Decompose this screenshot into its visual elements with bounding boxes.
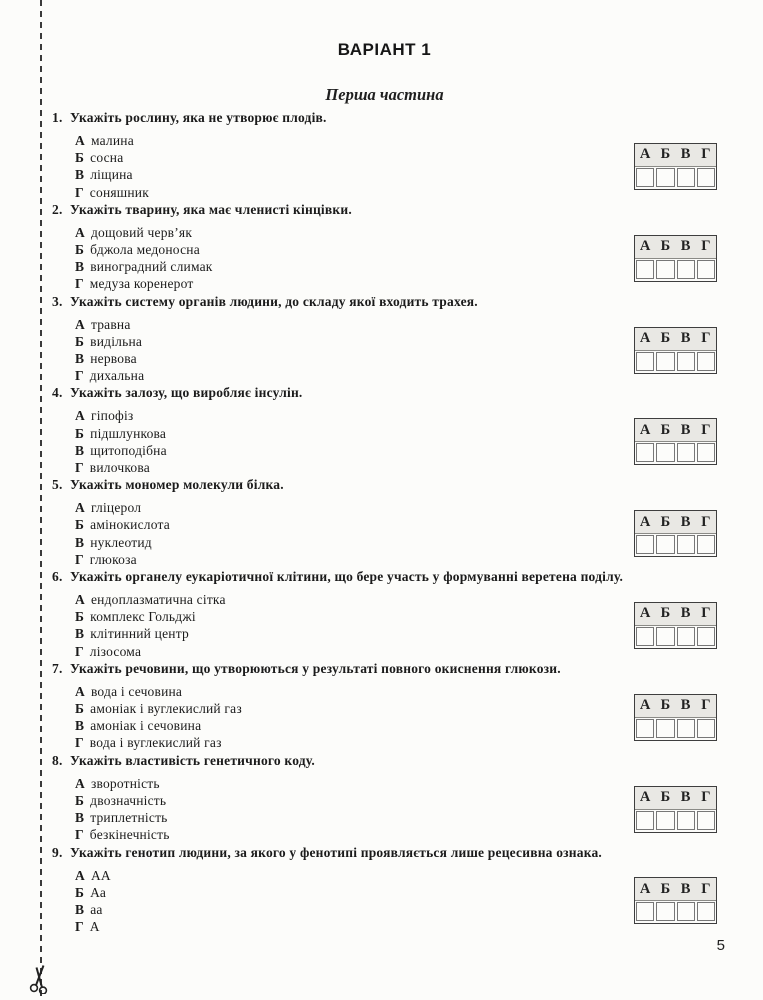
question-line <box>52 109 717 127</box>
answer-cell <box>636 811 654 830</box>
option-row <box>75 258 634 275</box>
question-text: Укажіть систему органів людини, до складу якої входить трахея. <box>70 293 478 309</box>
options-list <box>75 775 634 844</box>
answer-box-cells <box>635 626 716 648</box>
answer-letter: Г <box>701 605 711 622</box>
answer-cell <box>656 168 674 187</box>
question-block <box>52 201 717 293</box>
option-text: малина <box>90 133 134 148</box>
option-letter: А <box>75 867 85 883</box>
option-letter: Г <box>75 643 84 659</box>
option-row <box>75 132 634 149</box>
answer-cell <box>697 535 715 554</box>
answer-box-cells <box>635 259 716 281</box>
option-row <box>75 224 634 241</box>
question-line <box>52 476 717 494</box>
option-row <box>75 608 634 625</box>
answer-box-cells <box>635 351 716 373</box>
answer-cell <box>677 352 695 371</box>
option-letter: В <box>75 167 85 183</box>
answer-letter: Б <box>660 513 671 530</box>
option-text: ліщина <box>90 167 133 183</box>
answer-letter: А <box>639 146 651 163</box>
answer-cell <box>697 811 715 830</box>
option-text: бджола медоносна <box>90 242 200 258</box>
answer-letter: А <box>639 880 651 897</box>
answer-letter: Б <box>660 697 671 714</box>
options-list <box>75 316 634 385</box>
option-text: Аа <box>90 884 107 900</box>
option-letter: Б <box>75 884 85 900</box>
answer-letter: В <box>680 421 691 438</box>
option-row <box>75 867 634 884</box>
answer-box <box>634 694 717 741</box>
option-letter: В <box>75 901 85 917</box>
question-body <box>52 683 717 752</box>
option-row <box>75 407 634 424</box>
question-text: Укажіть тварину, яка має членисті кінцівки. <box>70 201 352 217</box>
answer-box-header <box>635 511 716 534</box>
options-list <box>75 224 634 293</box>
question-body <box>52 132 717 201</box>
option-text: безкінечність <box>89 827 170 843</box>
answer-cell <box>656 260 674 279</box>
option-row <box>75 551 634 568</box>
question-text: Укажіть речовини, що утворюються у результаті повного окиснення глюкози. <box>70 660 561 676</box>
answer-box-header <box>635 603 716 626</box>
answer-box-header <box>635 787 716 810</box>
option-letter: Г <box>75 551 84 567</box>
answer-letter: В <box>680 605 691 622</box>
answer-letter: А <box>639 789 651 806</box>
answer-box-header <box>635 328 716 351</box>
options-list <box>75 499 634 568</box>
answer-cell <box>656 535 674 554</box>
answer-cell <box>677 443 695 462</box>
question-number: 8. <box>52 752 63 768</box>
option-letter: Г <box>75 827 84 843</box>
answer-box-cells <box>635 901 716 923</box>
option-text: вода і вуглекислий газ <box>89 735 222 751</box>
answer-cell <box>677 811 695 830</box>
option-row <box>75 775 634 792</box>
answer-box-cells <box>635 534 716 556</box>
option-letter: А <box>75 316 85 332</box>
option-letter: В <box>75 626 85 642</box>
option-text: медуза коренерот <box>89 276 194 292</box>
option-row <box>75 625 634 642</box>
question-text: Укажіть властивість генетичного коду. <box>70 752 315 768</box>
question-body <box>52 407 717 476</box>
question-line <box>52 844 717 862</box>
answer-cell <box>656 902 674 921</box>
option-letter: А <box>75 500 85 516</box>
option-text: триплетність <box>90 810 168 826</box>
option-text: вилочкова <box>89 460 150 476</box>
answer-box <box>634 418 717 465</box>
answer-cell <box>697 719 715 738</box>
page-subtitle: Перша частина <box>325 85 444 104</box>
option-letter: Б <box>75 150 85 166</box>
option-row <box>75 918 634 935</box>
answer-letter: В <box>680 697 691 714</box>
option-text: амоніак і вуглекислий газ <box>90 701 242 717</box>
answer-letter: В <box>680 146 691 163</box>
page-content <box>52 40 717 935</box>
option-text: зворотність <box>90 775 160 791</box>
answer-cell <box>636 352 654 371</box>
option-letter: Б <box>75 792 85 808</box>
page-title: ВАРІАНТ 1 <box>337 40 432 59</box>
answer-box <box>634 143 717 190</box>
question-text: Укажіть рослину, яка не утворює плодів. <box>70 110 327 125</box>
option-text: дощовий черв’як <box>90 224 193 240</box>
answer-cell <box>697 168 715 187</box>
option-text: підшлункова <box>90 425 167 441</box>
question-block <box>52 293 717 385</box>
question-line <box>52 752 717 770</box>
option-letter: В <box>75 810 85 826</box>
option-letter: Б <box>75 242 85 258</box>
option-row <box>75 367 634 384</box>
option-letter: Б <box>75 333 85 349</box>
option-letter: А <box>75 133 85 148</box>
answer-letter: Б <box>660 146 671 163</box>
answer-cell <box>697 902 715 921</box>
option-text: лізосома <box>89 643 142 659</box>
answer-box-cells <box>635 442 716 464</box>
question-block <box>52 844 717 936</box>
answer-cell <box>677 627 695 646</box>
answer-box <box>634 877 717 924</box>
answer-box <box>634 602 717 649</box>
option-row <box>75 643 634 660</box>
scissors-icon <box>27 964 55 994</box>
answer-cell <box>636 443 654 462</box>
option-letter: Г <box>75 460 84 476</box>
option-row <box>75 809 634 826</box>
option-text: дихальна <box>89 368 145 384</box>
answer-box <box>634 327 717 374</box>
question-body <box>52 224 717 293</box>
options-list <box>75 683 634 752</box>
answer-letter: А <box>639 605 651 622</box>
option-letter: В <box>75 718 85 734</box>
option-text: двозначність <box>90 792 167 808</box>
answer-letter: Г <box>701 146 711 163</box>
answer-cell <box>697 260 715 279</box>
answer-letter: А <box>639 330 651 347</box>
answer-letter: Б <box>660 330 671 347</box>
question-body <box>52 775 717 844</box>
answer-letter: Б <box>660 421 671 438</box>
option-row <box>75 442 634 459</box>
answer-letter: Г <box>701 421 711 438</box>
options-list <box>75 591 634 660</box>
question-number: 9. <box>52 844 63 860</box>
answer-cell <box>636 535 654 554</box>
question-body <box>52 499 717 568</box>
option-row <box>75 792 634 809</box>
question-text: Укажіть органелу еукаріотичної клітини, що бере участь у формуванні веретена поділу. <box>70 569 624 585</box>
options-list <box>75 407 634 476</box>
option-letter: Г <box>75 919 84 935</box>
option-letter: А <box>75 224 85 240</box>
option-text: амінокислота <box>90 517 170 533</box>
option-row <box>75 425 634 442</box>
answer-box-header <box>635 419 716 442</box>
question-number: 1. <box>52 110 63 125</box>
answer-box-header <box>635 695 716 718</box>
option-letter: В <box>75 534 85 550</box>
option-text: нуклеотид <box>90 534 152 550</box>
question-number: 3. <box>52 293 63 309</box>
answer-cell <box>636 627 654 646</box>
option-row <box>75 516 634 533</box>
option-row <box>75 166 634 183</box>
answer-letter: Г <box>701 880 711 897</box>
answer-letter: В <box>680 330 691 347</box>
answer-cell <box>636 719 654 738</box>
option-letter: А <box>75 592 85 608</box>
option-row <box>75 884 634 901</box>
option-letter: Г <box>75 735 84 751</box>
question-block <box>52 752 717 844</box>
question-number: 2. <box>52 201 63 217</box>
options-list <box>75 867 634 936</box>
answer-letter: Б <box>660 789 671 806</box>
answer-letter: Б <box>660 238 671 255</box>
answer-cell <box>677 902 695 921</box>
answer-letter: Г <box>701 330 711 347</box>
question-line <box>52 384 717 402</box>
option-text: щитоподібна <box>90 442 167 458</box>
answer-cell <box>636 902 654 921</box>
option-text: сосна <box>90 150 124 166</box>
option-row <box>75 591 634 608</box>
answer-cell <box>697 352 715 371</box>
option-letter: Б <box>75 609 85 625</box>
questions-list <box>52 109 717 935</box>
question-text: Укажіть мономер молекули білка. <box>70 477 284 493</box>
option-row <box>75 700 634 717</box>
answer-letter: Б <box>660 880 671 897</box>
option-row <box>75 350 634 367</box>
option-text: травна <box>90 316 131 332</box>
option-letter: В <box>75 351 85 367</box>
question-number: 7. <box>52 660 63 676</box>
answer-letter: В <box>680 789 691 806</box>
option-text: АА <box>90 867 111 883</box>
option-row <box>75 241 634 258</box>
option-row <box>75 333 634 350</box>
option-text: ендоплазматична сітка <box>90 592 226 608</box>
answer-letter: Г <box>701 513 711 530</box>
answer-letter: В <box>680 513 691 530</box>
option-letter: Г <box>75 368 84 384</box>
option-row <box>75 149 634 166</box>
page-number: 5 <box>716 937 725 954</box>
option-text: соняшник <box>89 184 149 200</box>
question-block <box>52 384 717 476</box>
answer-letter: Г <box>701 238 711 255</box>
option-text: А <box>89 919 100 935</box>
answer-cell <box>677 260 695 279</box>
option-row <box>75 901 634 918</box>
question-block <box>52 568 717 660</box>
option-letter: Г <box>75 276 84 292</box>
question-line <box>52 293 717 311</box>
option-text: глюкоза <box>89 551 137 567</box>
answer-cell <box>656 811 674 830</box>
question-number: 6. <box>52 569 63 585</box>
option-text: вода і сечовина <box>90 683 183 699</box>
option-letter: А <box>75 408 85 424</box>
answer-letter: Б <box>660 605 671 622</box>
answer-cell <box>656 352 674 371</box>
option-letter: Б <box>75 425 85 441</box>
question-line <box>52 660 717 678</box>
answer-cell <box>636 260 654 279</box>
question-block <box>52 109 717 201</box>
answer-letter: А <box>639 513 651 530</box>
question-line <box>52 568 717 586</box>
answer-box <box>634 510 717 557</box>
answer-cell <box>677 719 695 738</box>
question-block <box>52 476 717 568</box>
option-letter: В <box>75 442 85 458</box>
answer-box-cells <box>635 167 716 189</box>
answer-letter: А <box>639 421 651 438</box>
answer-letter: В <box>680 238 691 255</box>
answer-letter: В <box>680 880 691 897</box>
option-letter: Б <box>75 701 85 717</box>
option-text: виноградний слимак <box>90 259 213 275</box>
question-body <box>52 867 717 936</box>
question-text: Укажіть генотип людини, за якого у фенотипі проявляється лише рецесивна ознака. <box>70 844 603 860</box>
option-row <box>75 459 634 476</box>
answer-cell <box>636 168 654 187</box>
option-row <box>75 717 634 734</box>
option-text: видільна <box>90 333 143 349</box>
question-line <box>52 201 717 219</box>
answer-cell <box>656 719 674 738</box>
answer-letter: Г <box>701 697 711 714</box>
option-text: аа <box>90 901 103 917</box>
answer-cell <box>656 443 674 462</box>
option-row <box>75 316 634 333</box>
option-row <box>75 275 634 292</box>
option-letter: А <box>75 775 85 791</box>
option-letter: А <box>75 683 85 699</box>
answer-box-cells <box>635 718 716 740</box>
answer-box-header <box>635 878 716 901</box>
question-block <box>52 660 717 752</box>
option-row <box>75 184 634 201</box>
answer-cell <box>677 535 695 554</box>
option-text: комплекс Гольджі <box>90 609 196 625</box>
option-row <box>75 499 634 516</box>
question-number: 4. <box>52 385 63 401</box>
answer-box-cells <box>635 810 716 832</box>
option-letter: В <box>75 259 85 275</box>
option-row <box>75 683 634 700</box>
answer-cell <box>697 443 715 462</box>
options-list <box>75 132 634 201</box>
option-row <box>75 734 634 751</box>
answer-letter: Г <box>701 789 711 806</box>
question-number: 5. <box>52 477 63 493</box>
question-body <box>52 591 717 660</box>
answer-letter: А <box>639 238 651 255</box>
question-body <box>52 316 717 385</box>
answer-box <box>634 786 717 833</box>
option-text: амоніак і сечовина <box>90 718 202 734</box>
answer-cell <box>656 627 674 646</box>
answer-box-header <box>635 236 716 259</box>
answer-cell <box>697 627 715 646</box>
option-text: клітинний центр <box>90 626 189 642</box>
answer-box <box>634 235 717 282</box>
option-row <box>75 826 634 843</box>
question-text: Укажіть залозу, що виробляє інсулін. <box>70 385 303 401</box>
dashed-cut-line <box>40 0 42 1000</box>
answer-box-header <box>635 144 716 167</box>
option-letter: Б <box>75 517 85 533</box>
option-letter: Г <box>75 184 84 200</box>
answer-cell <box>677 168 695 187</box>
option-row <box>75 534 634 551</box>
answer-letter: А <box>639 697 651 714</box>
option-text: нервова <box>90 351 137 367</box>
option-text: гліцерол <box>90 500 142 516</box>
option-text: гіпофіз <box>90 408 134 424</box>
